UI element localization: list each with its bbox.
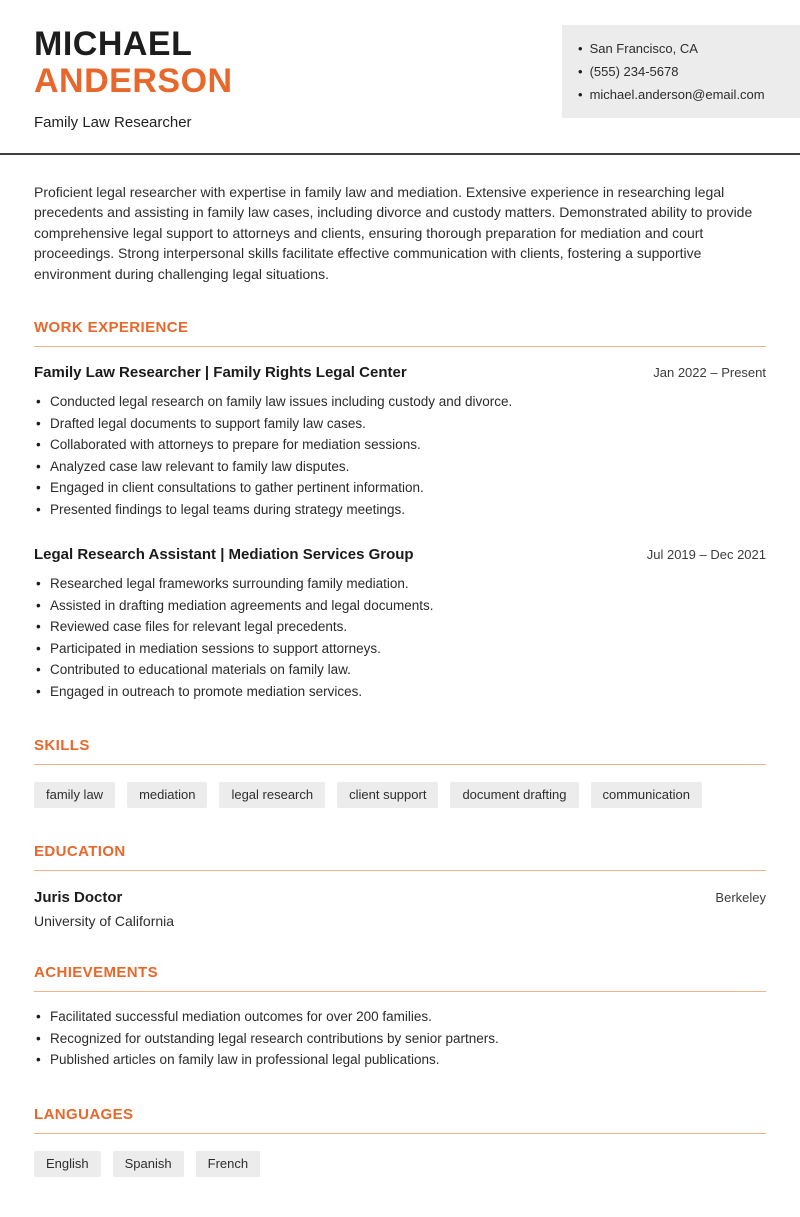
education-degree: Juris Doctor [34, 889, 123, 907]
job-bullet: • Contributed to educational materials on family law. [34, 659, 766, 681]
resume-body [0, 182, 800, 1217]
job-entry [34, 364, 766, 520]
job-bullet-list [34, 391, 766, 520]
education-section-heading: EDUCATION [34, 843, 766, 871]
achievement-bullet: • Recognized for outstanding legal research contributions by senior partners. [34, 1028, 766, 1050]
achievements-section-heading: ACHIEVEMENTS [34, 964, 766, 992]
skill-chip: mediation [127, 782, 207, 808]
education-header-row [34, 889, 766, 906]
languages-section-heading: LANGUAGES [34, 1106, 766, 1134]
job-header-row [34, 546, 766, 563]
education-entry [34, 889, 766, 929]
contact-item-email: • michael.anderson@email.com [578, 83, 786, 106]
job-dates: Jan 2022 – Present [653, 365, 766, 381]
job-bullet: • Engaged in outreach to promote mediation services. [34, 681, 766, 703]
name-last: ANDERSON [34, 62, 233, 101]
section-achievements [34, 964, 766, 1071]
language-chip: English [34, 1151, 101, 1177]
job-bullet: • Drafted legal documents to support family law cases. [34, 413, 766, 435]
contact-item-location: • San Francisco, CA [578, 37, 786, 60]
skill-chip: client support [337, 782, 438, 808]
headline: Family Law Researcher [34, 113, 192, 131]
job-header-row [34, 364, 766, 381]
header-divider [0, 153, 800, 155]
job-entry [34, 546, 766, 702]
section-work-experience [34, 319, 766, 702]
job-bullet: • Analyzed case law relevant to family law disputes. [34, 456, 766, 478]
job-bullet-list [34, 573, 766, 702]
job-dates: Jul 2019 – Dec 2021 [646, 547, 766, 563]
achievement-bullet: • Facilitated successful mediation outcomes for over 200 families. [34, 1006, 766, 1028]
job-bullet: • Conducted legal research on family law issues including custody and divorce. [34, 391, 766, 413]
achievements-bullet-list [34, 1006, 766, 1071]
education-school: University of California [34, 913, 175, 930]
section-education [34, 843, 766, 929]
skill-chip: communication [591, 782, 702, 808]
language-chip: Spanish [113, 1151, 184, 1177]
job-title: Family Law Researcher | Family Rights Legal Center [34, 364, 407, 382]
job-bullet: • Participated in mediation sessions to support attorneys. [34, 638, 766, 660]
job-title: Legal Research Assistant | Mediation Services Group [34, 546, 414, 564]
job-bullet: • Engaged in client consultations to gather pertinent information. [34, 477, 766, 499]
languages-chip-row [34, 1151, 766, 1177]
summary-paragraph: Proficient legal researcher with expertise in family law and mediation. Extensive experience in researching legal precedents and assisting in family law cases, including divorce and custody matters. Demonstrated ability to provide comprehensive legal support to attorneys and clients, ensuring thorough preparation for mediation and court proceedings. Strong interpersonal skills facilitate effective communication with clients, fostering a supportive environment during challenging legal situations. [34, 183, 753, 282]
job-bullet: • Researched legal frameworks surrounding family mediation. [34, 573, 766, 595]
skills-section-heading: SKILLS [34, 737, 766, 765]
job-bullet: • Presented findings to legal teams during strategy meetings. [34, 499, 766, 521]
contact-card [562, 25, 800, 118]
skill-chip: family law [34, 782, 115, 808]
section-skills [34, 737, 766, 808]
education-location: Berkeley [715, 890, 766, 906]
job-bullet: • Assisted in drafting mediation agreements and legal documents. [34, 595, 766, 617]
language-chip: French [196, 1151, 260, 1177]
section-languages [34, 1106, 766, 1177]
resume-header [0, 0, 800, 131]
job-bullet: • Reviewed case files for relevant legal precedents. [34, 616, 766, 638]
name-first: MICHAEL [34, 25, 193, 63]
skill-chip: legal research [219, 782, 325, 808]
work-section-heading: WORK EXPERIENCE [34, 319, 766, 347]
skills-chip-row [34, 782, 766, 808]
contact-item-phone: • (555) 234-5678 [578, 60, 786, 83]
achievement-bullet: • Published articles on family law in professional legal publications. [34, 1049, 766, 1071]
job-bullet: • Collaborated with attorneys to prepare for mediation sessions. [34, 434, 766, 456]
skill-chip: document drafting [450, 782, 578, 808]
